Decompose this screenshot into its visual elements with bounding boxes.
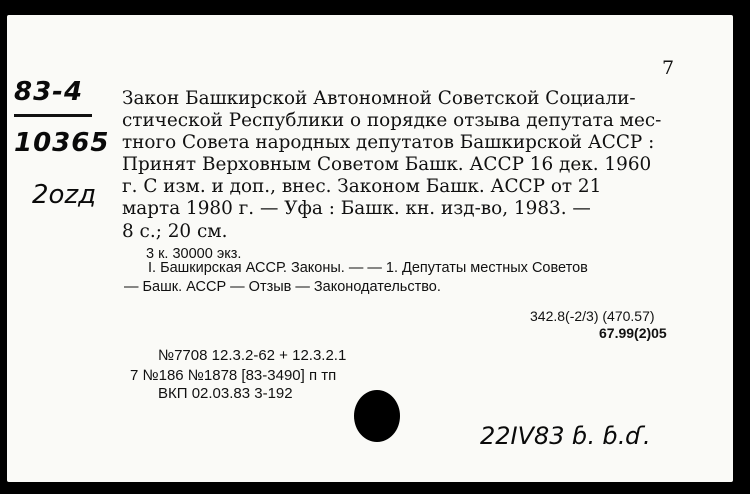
subject-line-1: I. Башкирская АССР. Законы. — — 1. Депутаты местных Советов xyxy=(148,260,588,276)
subject-line-2: — Башк. АССР — Отзыв — Законодательство. xyxy=(124,279,441,295)
call-number-bottom: 10365 xyxy=(14,128,110,158)
price-circulation: 3 к. 30000 экз. xyxy=(146,246,242,262)
title-line-5: г. С изм. и доп., внес. Законом Башк. АССР от 21 xyxy=(122,176,602,197)
call-number-top: 83-4 xyxy=(14,77,84,107)
title-line-6: марта 1980 г. — Уфа : Башк. кн. изд-во, 1983. — xyxy=(122,198,591,219)
title-line-3: тного Совета народных депутатов Башкирской АССР : xyxy=(122,132,655,153)
call-number-extra: 2ozд xyxy=(32,180,97,210)
page-number: 7 xyxy=(662,57,675,79)
reference-line-3: ВКП 02.03.83 3-192 xyxy=(158,385,293,402)
title-line-1: Закон Башкирской Автономной Советской Социали- xyxy=(122,88,636,109)
ink-stamp-mark xyxy=(354,390,400,442)
title-line-7: 8 с.; 20 см. xyxy=(122,221,228,242)
title-line-4: Принят Верховным Советом Башк. АССР 16 дек. 1960 xyxy=(122,154,652,175)
classification-index: 342.8(-2/3) (470.57) xyxy=(530,308,655,324)
call-number-divider xyxy=(14,114,92,117)
reference-line-1: №7708 12.3.2-62 + 12.3.2.1 xyxy=(158,347,347,364)
title-line-2: стической Республики о порядке отзыва депутата мес- xyxy=(122,110,662,131)
reference-line-2: 7 №186 №1878 [83-3490] п тп xyxy=(130,367,337,384)
handwritten-signature: 22ІV83 ɓ. ɓ.ɗ. xyxy=(480,422,651,450)
classification-code: 67.99(2)05 xyxy=(599,325,667,341)
